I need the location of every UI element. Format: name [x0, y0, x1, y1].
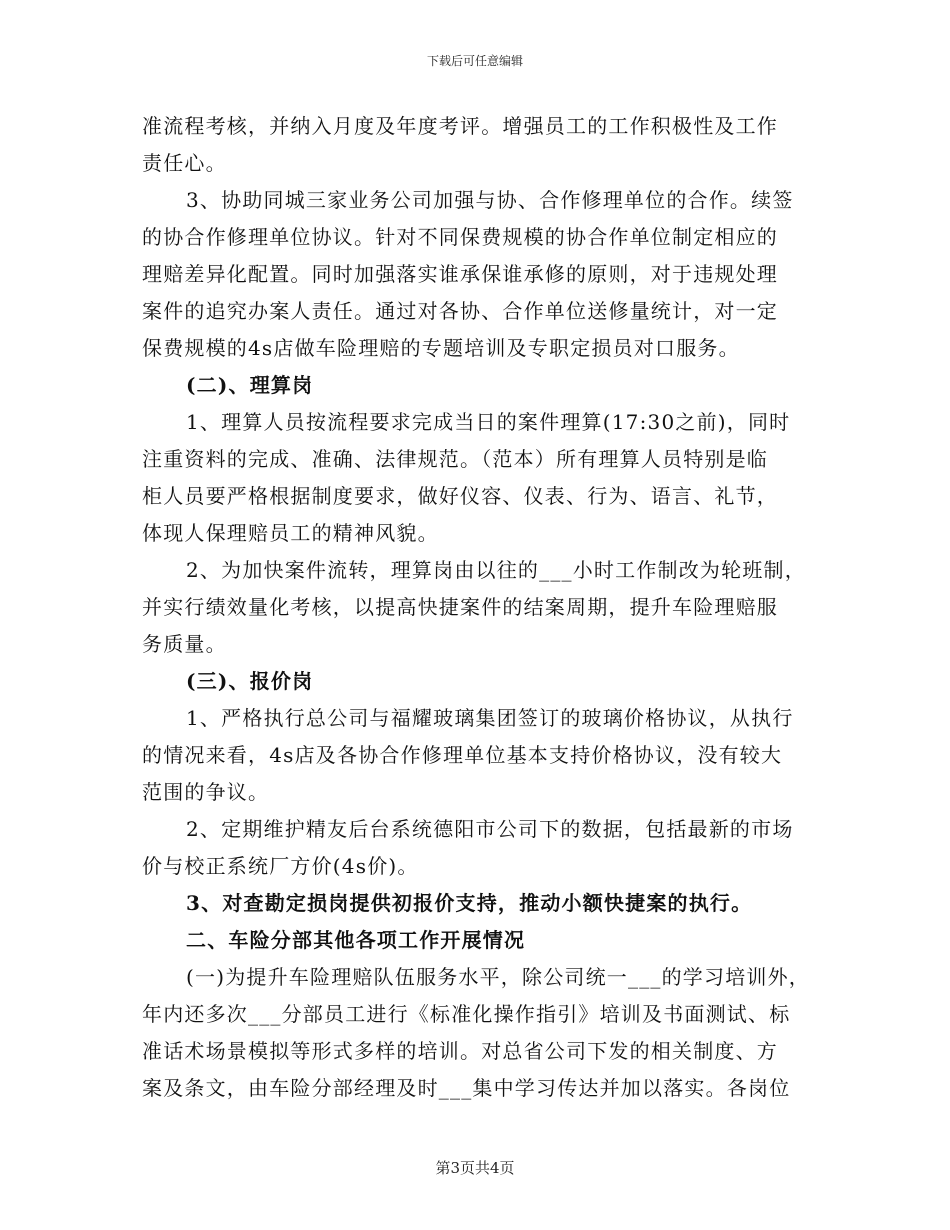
- text-line-15: 务质量。: [142, 632, 227, 656]
- text-line-10: 注重资料的完成、准确、法律规范。（范本）所有理算人员特别是临: [142, 447, 768, 471]
- text-line-17: 1、严格执行总公司与福耀玻璃集团签订的玻璃价格协议，从执行: [186, 706, 794, 730]
- text-line-5: 理赔差异化配置。同时加强落实谁承保谁承修的原则，对于违规处理: [142, 262, 778, 286]
- document-body: [142, 108, 811, 1107]
- text-line-11: 柜人员要严格根据制度要求，做好仪容、仪表、行为、语言、礼节，: [142, 484, 778, 508]
- text-line-20: 2、定期维护精友后台系统德阳市公司下的数据，包括最新的市场: [186, 817, 794, 841]
- text-line-24: (一)为提升车险理赔队伍服务水平，除公司统一___的学习培训外，: [186, 965, 811, 989]
- text-line-27: 案及条文，由车险分部经理及时___集中学习传达并加以落实。各岗位: [142, 1076, 791, 1100]
- text-line-4: 的协合作修理单位协议。针对不同保费规模的协合作单位制定相应的: [142, 225, 778, 249]
- text-line-25: 年内还多次___分部员工进行《标准化操作指引》培训及书面测试、标: [142, 1002, 791, 1026]
- text-line-13: 2、为加快案件流转，理算岗由以往的___小时工作制改为轮班制，: [186, 558, 806, 582]
- page-header: 下载后可任意编辑: [426, 54, 523, 68]
- text-line-12: 体现人保理赔员工的精神风貌。: [142, 521, 439, 545]
- text-line-9: 1、理算人员按流程要求完成当日的案件理算(17:30之前)，同时: [186, 410, 791, 434]
- text-line-26: 准话术场景模拟等形式多样的培训。对总省公司下发的相关制度、方: [142, 1039, 778, 1063]
- text-line-21: 价与校正系统厂方价(4s价)。: [142, 854, 419, 878]
- section-heading-settlement: (二)、理算岗: [186, 373, 314, 397]
- text-line-14: 并实行绩效量化考核，以提高快捷案件的结案周期，提升车险理赔服: [142, 595, 778, 619]
- text-line-1: 准流程考核，并纳入月度及年度考评。增强员工的工作积极性及工作: [142, 114, 778, 138]
- text-line-19: 范围的争议。: [142, 780, 270, 804]
- section-heading-quotation: (三)、报价岗: [186, 669, 314, 693]
- section-heading-other-work: 二、车险分部其他各项工作开展情况: [186, 928, 526, 952]
- page-footer: 第3页共4页: [435, 1159, 515, 1177]
- text-line-2: 责任心。: [142, 151, 227, 175]
- text-line-3: 3、协助同城三家业务公司加强与协、合作修理单位的合作。续签: [186, 188, 794, 212]
- text-line-22-bold: 3、对查勘定损岗提供初报价支持，推动小额快捷案的执行。: [186, 891, 753, 915]
- text-line-7: 保费规模的4s店做车险理赔的专题培训及专职定损员对口服务。: [142, 336, 740, 360]
- text-line-6: 案件的追究办案人责任。通过对各协、合作单位送修量统计，对一定: [142, 299, 778, 323]
- text-line-18: 的情况来看，4s店及各协合作修理单位基本支持价格协议，没有较大: [142, 743, 783, 767]
